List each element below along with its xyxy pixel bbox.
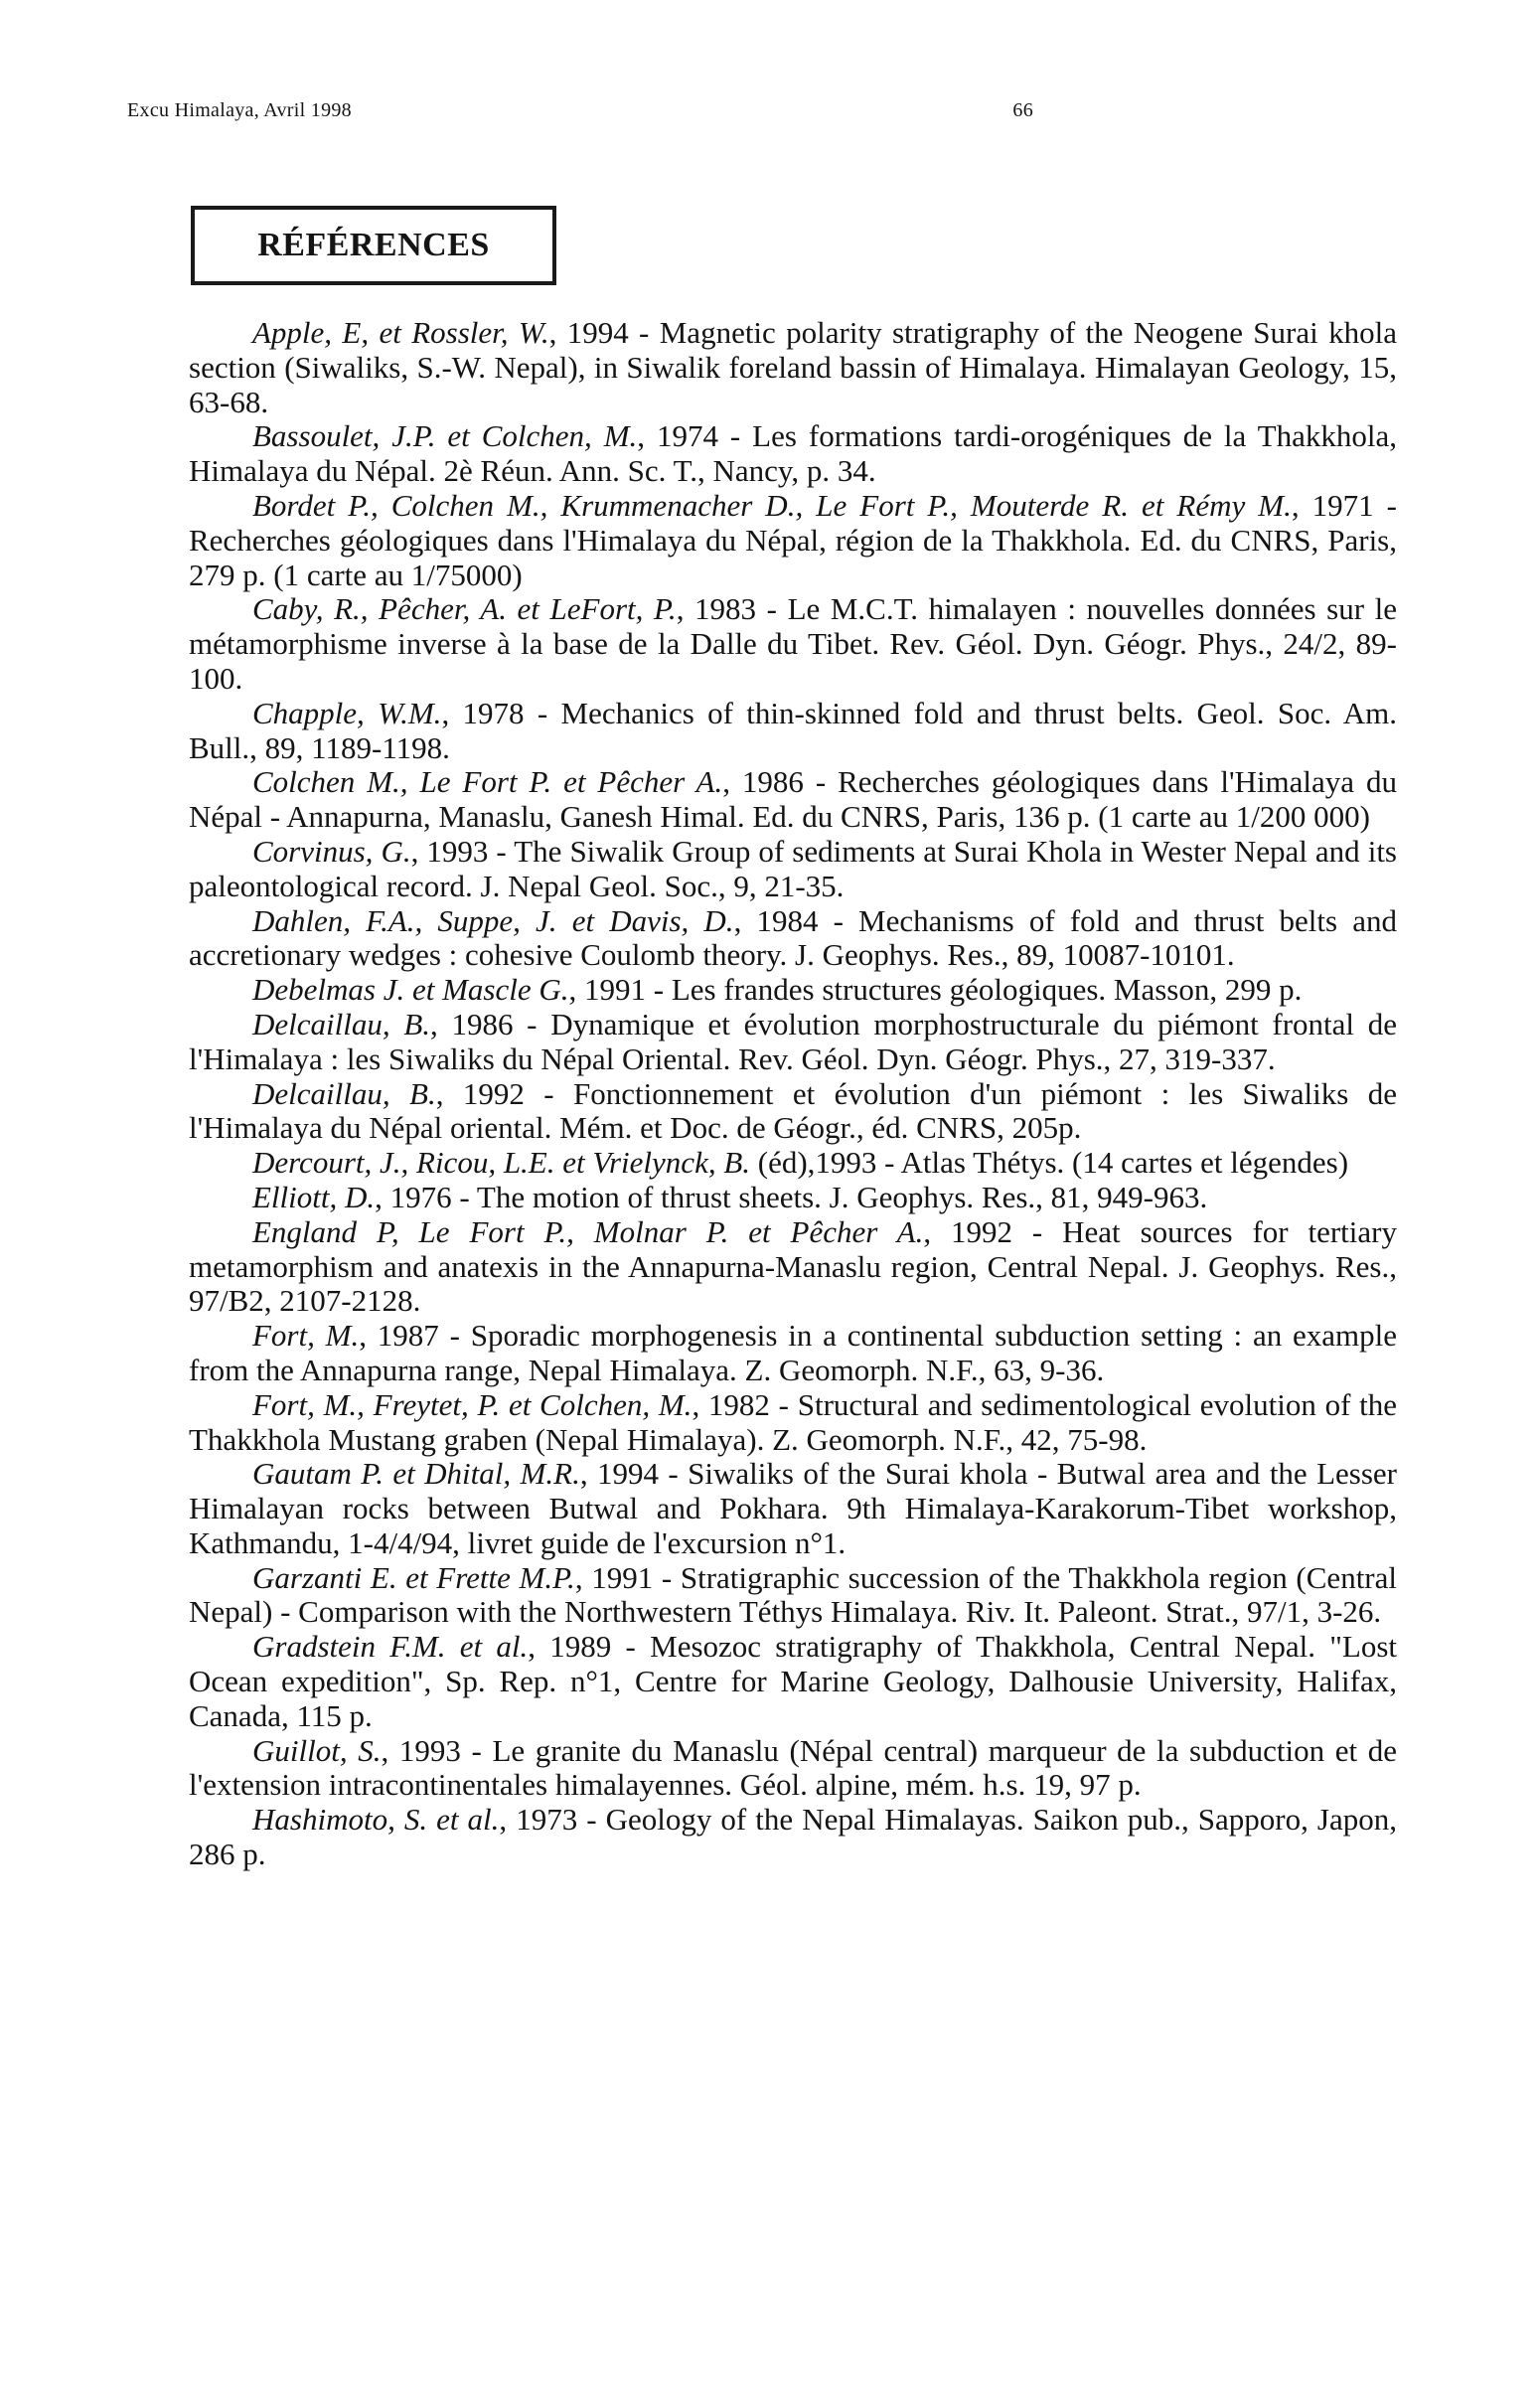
reference-authors: Delcaillau, B. bbox=[252, 1075, 436, 1111]
reference-text: , 1989 - Mesozoc stratigraphy of Thakkhola, Central Nepal. "Lost Ocean expedition", Sp. Rep. n°1, Centre for Marine Geology, Dalhousie University, Halifax, Canada, 115 p. bbox=[189, 1629, 1397, 1733]
reference-entry bbox=[189, 1319, 1397, 1388]
reference-entry bbox=[189, 835, 1397, 904]
reference-entry bbox=[189, 697, 1397, 766]
reference-text: , 1984 - Mechanisms of fold and thrust belts and accretionary wedges : cohesive Coulomb theory. J. Geophys. Res., 89, 10087-10101. bbox=[189, 902, 1397, 973]
reference-text: , 1976 - The motion of thrust sheets. J. Geophys. Res., 81, 949-963. bbox=[375, 1179, 1208, 1214]
reference-entry bbox=[189, 1630, 1397, 1733]
reference-entry bbox=[189, 419, 1397, 489]
reference-authors: Gautam P. et Dhital, M.R. bbox=[252, 1456, 580, 1492]
reference-authors: Hashimoto, S. et al. bbox=[252, 1802, 500, 1838]
reference-entry bbox=[189, 1008, 1397, 1077]
reference-authors: Dercourt, J., Ricou, L.E. et Vrielynck, B. bbox=[252, 1145, 751, 1181]
reference-text: , 1986 - Recherches géologiques dans l'Himalaya du Népal - Annapurna, Manaslu, Ganesh Himal. Ed. du CNRS, Paris, 136 p. (1 carte au 1/200 000) bbox=[189, 764, 1397, 835]
reference-authors: Gradstein F.M. et al. bbox=[252, 1629, 529, 1665]
reference-text: , 1992 - Heat sources for tertiary metamorphism and anatexis in the Annapurna-Manaslu region, Central Nepal. J. Geophys. Res., 97/B2, 2107-2128. bbox=[189, 1213, 1397, 1319]
reference-text: , 1974 - Les formations tardi-orogéniques de la Thakkhola, Himalaya du Népal. 2è Réun. Ann. Sc. T., Nancy, p. 34. bbox=[189, 418, 1397, 489]
reference-text: , 1993 - Le granite du Manaslu (Népal central) marqueur de la subduction et de l'extension intracontinentales himalayennes. Géol. alpine, mém. h.s. 19, 97 p. bbox=[189, 1732, 1397, 1803]
reference-authors: Debelmas J. et Mascle G. bbox=[252, 972, 569, 1008]
reference-authors: England P, Le Fort P., Molnar P. et Pêcher A. bbox=[252, 1213, 924, 1249]
running-header bbox=[127, 99, 1033, 122]
reference-text: , 1986 - Dynamique et évolution morphostructurale du piémont frontal de l'Himalaya : les Siwaliks du Népal Oriental. Rev. Géol. Dyn. Géogr. Phys., 27, 319-337. bbox=[189, 1006, 1397, 1076]
reference-entry bbox=[189, 1077, 1397, 1147]
reference-authors: Fort, M. bbox=[252, 1318, 360, 1354]
reference-list bbox=[189, 316, 1397, 1872]
header-title: Excu Himalaya, Avril 1998 bbox=[127, 99, 352, 121]
reference-entry bbox=[189, 973, 1397, 1008]
reference-text: , 1978 - Mechanics of thin-skinned fold and thrust belts. Geol. Soc. Am. Bull., 89, 1189-1198. bbox=[189, 695, 1397, 765]
reference-text: , 1971 - Recherches géologiques dans l'Himalaya du Népal, région de la Thakkhola. Ed. du CNRS, Paris, 279 p. (1 carte au 1/75000) bbox=[189, 487, 1397, 592]
reference-authors: Guillot, S. bbox=[252, 1732, 382, 1768]
reference-authors: Delcaillau, B. bbox=[252, 1006, 430, 1041]
reference-text: , 1983 - Le M.C.T. himalayen : nouvelles données sur le métamorphisme inverse à la base de la Dalle du Tibet. Rev. Géol. Dyn. Géogr. Phys., 24/2, 89-100. bbox=[189, 591, 1397, 696]
reference-text: , 1994 - Magnetic polarity stratigraphy of the Neogene Surai khola section (Siwaliks, S.-W. Nepal), in Siwalik foreland bassin of Himalaya. Himalayan Geology, 15, 63-68. bbox=[189, 315, 1397, 419]
reference-text: , 1992 - Fonctionnement et évolution d'un piémont : les Siwaliks de l'Himalaya du Népal oriental. Mém. et Doc. de Géogr., éd. CNRS, 205p. bbox=[189, 1075, 1397, 1146]
reference-entry bbox=[189, 904, 1397, 974]
reference-entry bbox=[189, 1181, 1397, 1215]
section-title-box bbox=[191, 206, 556, 285]
page-number: 66 bbox=[1012, 99, 1033, 121]
section-title: RÉFÉRENCES bbox=[257, 227, 490, 263]
reference-text: , 1994 - Siwaliks of the Surai khola - Butwal area and the Lesser Himalayan rocks between Butwal and Pokhara. 9th Himalaya-Karakorum-Tibet workshop, Kathmandu, 1-4/4/94, livret guide de l'excursion n°1. bbox=[189, 1456, 1397, 1560]
reference-text: , 1991 - Les frandes structures géologiques. Masson, 299 p. bbox=[568, 972, 1303, 1008]
reference-entry bbox=[189, 1457, 1397, 1560]
reference-authors: Corvinus, G. bbox=[252, 833, 411, 869]
reference-entry bbox=[189, 1734, 1397, 1804]
reference-entry bbox=[189, 1803, 1397, 1872]
reference-text: , 1987 - Sporadic morphogenesis in a continental subduction setting : an example from the Annapurna range, Nepal Himalaya. Z. Geomorph. N.F., 63, 9-36. bbox=[189, 1318, 1398, 1387]
reference-authors: Bordet P., Colchen M., Krummenacher D., Le Fort P., Mouterde R. et Rémy M. bbox=[252, 487, 1292, 523]
reference-authors: Apple, E, et Rossler, W. bbox=[252, 315, 549, 350]
reference-authors: Chapple, W.M. bbox=[252, 695, 442, 730]
reference-authors: Bassoulet, J.P. et Colchen, M. bbox=[252, 418, 638, 454]
reference-entry bbox=[189, 489, 1397, 592]
reference-text: , 1973 - Geology of the Nepal Himalayas. Saikon pub., Sapporo, Japon, 286 p. bbox=[189, 1802, 1397, 1872]
reference-authors: Fort, M., Freytet, P. et Colchen, M. bbox=[252, 1386, 693, 1422]
reference-entry bbox=[189, 1215, 1397, 1319]
reference-authors: Elliott, D. bbox=[252, 1179, 376, 1214]
reference-entry bbox=[189, 1146, 1397, 1181]
reference-authors: Garzanti E. et Frette M.P. bbox=[252, 1559, 575, 1595]
reference-text: (éd),1993 - Atlas Thétys. (14 cartes et légendes) bbox=[750, 1145, 1349, 1181]
reference-authors: Dahlen, F.A., Suppe, J. et Davis, D. bbox=[252, 902, 734, 938]
reference-entry bbox=[189, 592, 1397, 696]
reference-text: , 1991 - Stratigraphic succession of the Thakkhola region (Central Nepal) - Comparison with the Northwestern Téthys Himalaya. Riv. It. Paleont. Strat., 97/1, 3-26. bbox=[189, 1559, 1397, 1630]
reference-entry bbox=[189, 316, 1397, 419]
reference-text: , 1993 - The Siwalik Group of sediments at Surai Khola in Wester Nepal and its paleontological record. J. Nepal Geol. Soc., 9, 21-35. bbox=[189, 833, 1397, 903]
reference-authors: Colchen M., Le Fort P. et Pêcher A. bbox=[252, 764, 723, 800]
reference-entry bbox=[189, 1561, 1397, 1631]
reference-entry bbox=[189, 1388, 1397, 1458]
reference-text: , 1982 - Structural and sedimentological evolution of the Thakkhola Mustang graben (Nepal Himalaya). Z. Geomorph. N.F., 42, 75-98. bbox=[189, 1386, 1398, 1457]
reference-entry bbox=[189, 765, 1397, 835]
reference-authors: Caby, R., Pêcher, A. et LeFort, P. bbox=[252, 591, 677, 627]
